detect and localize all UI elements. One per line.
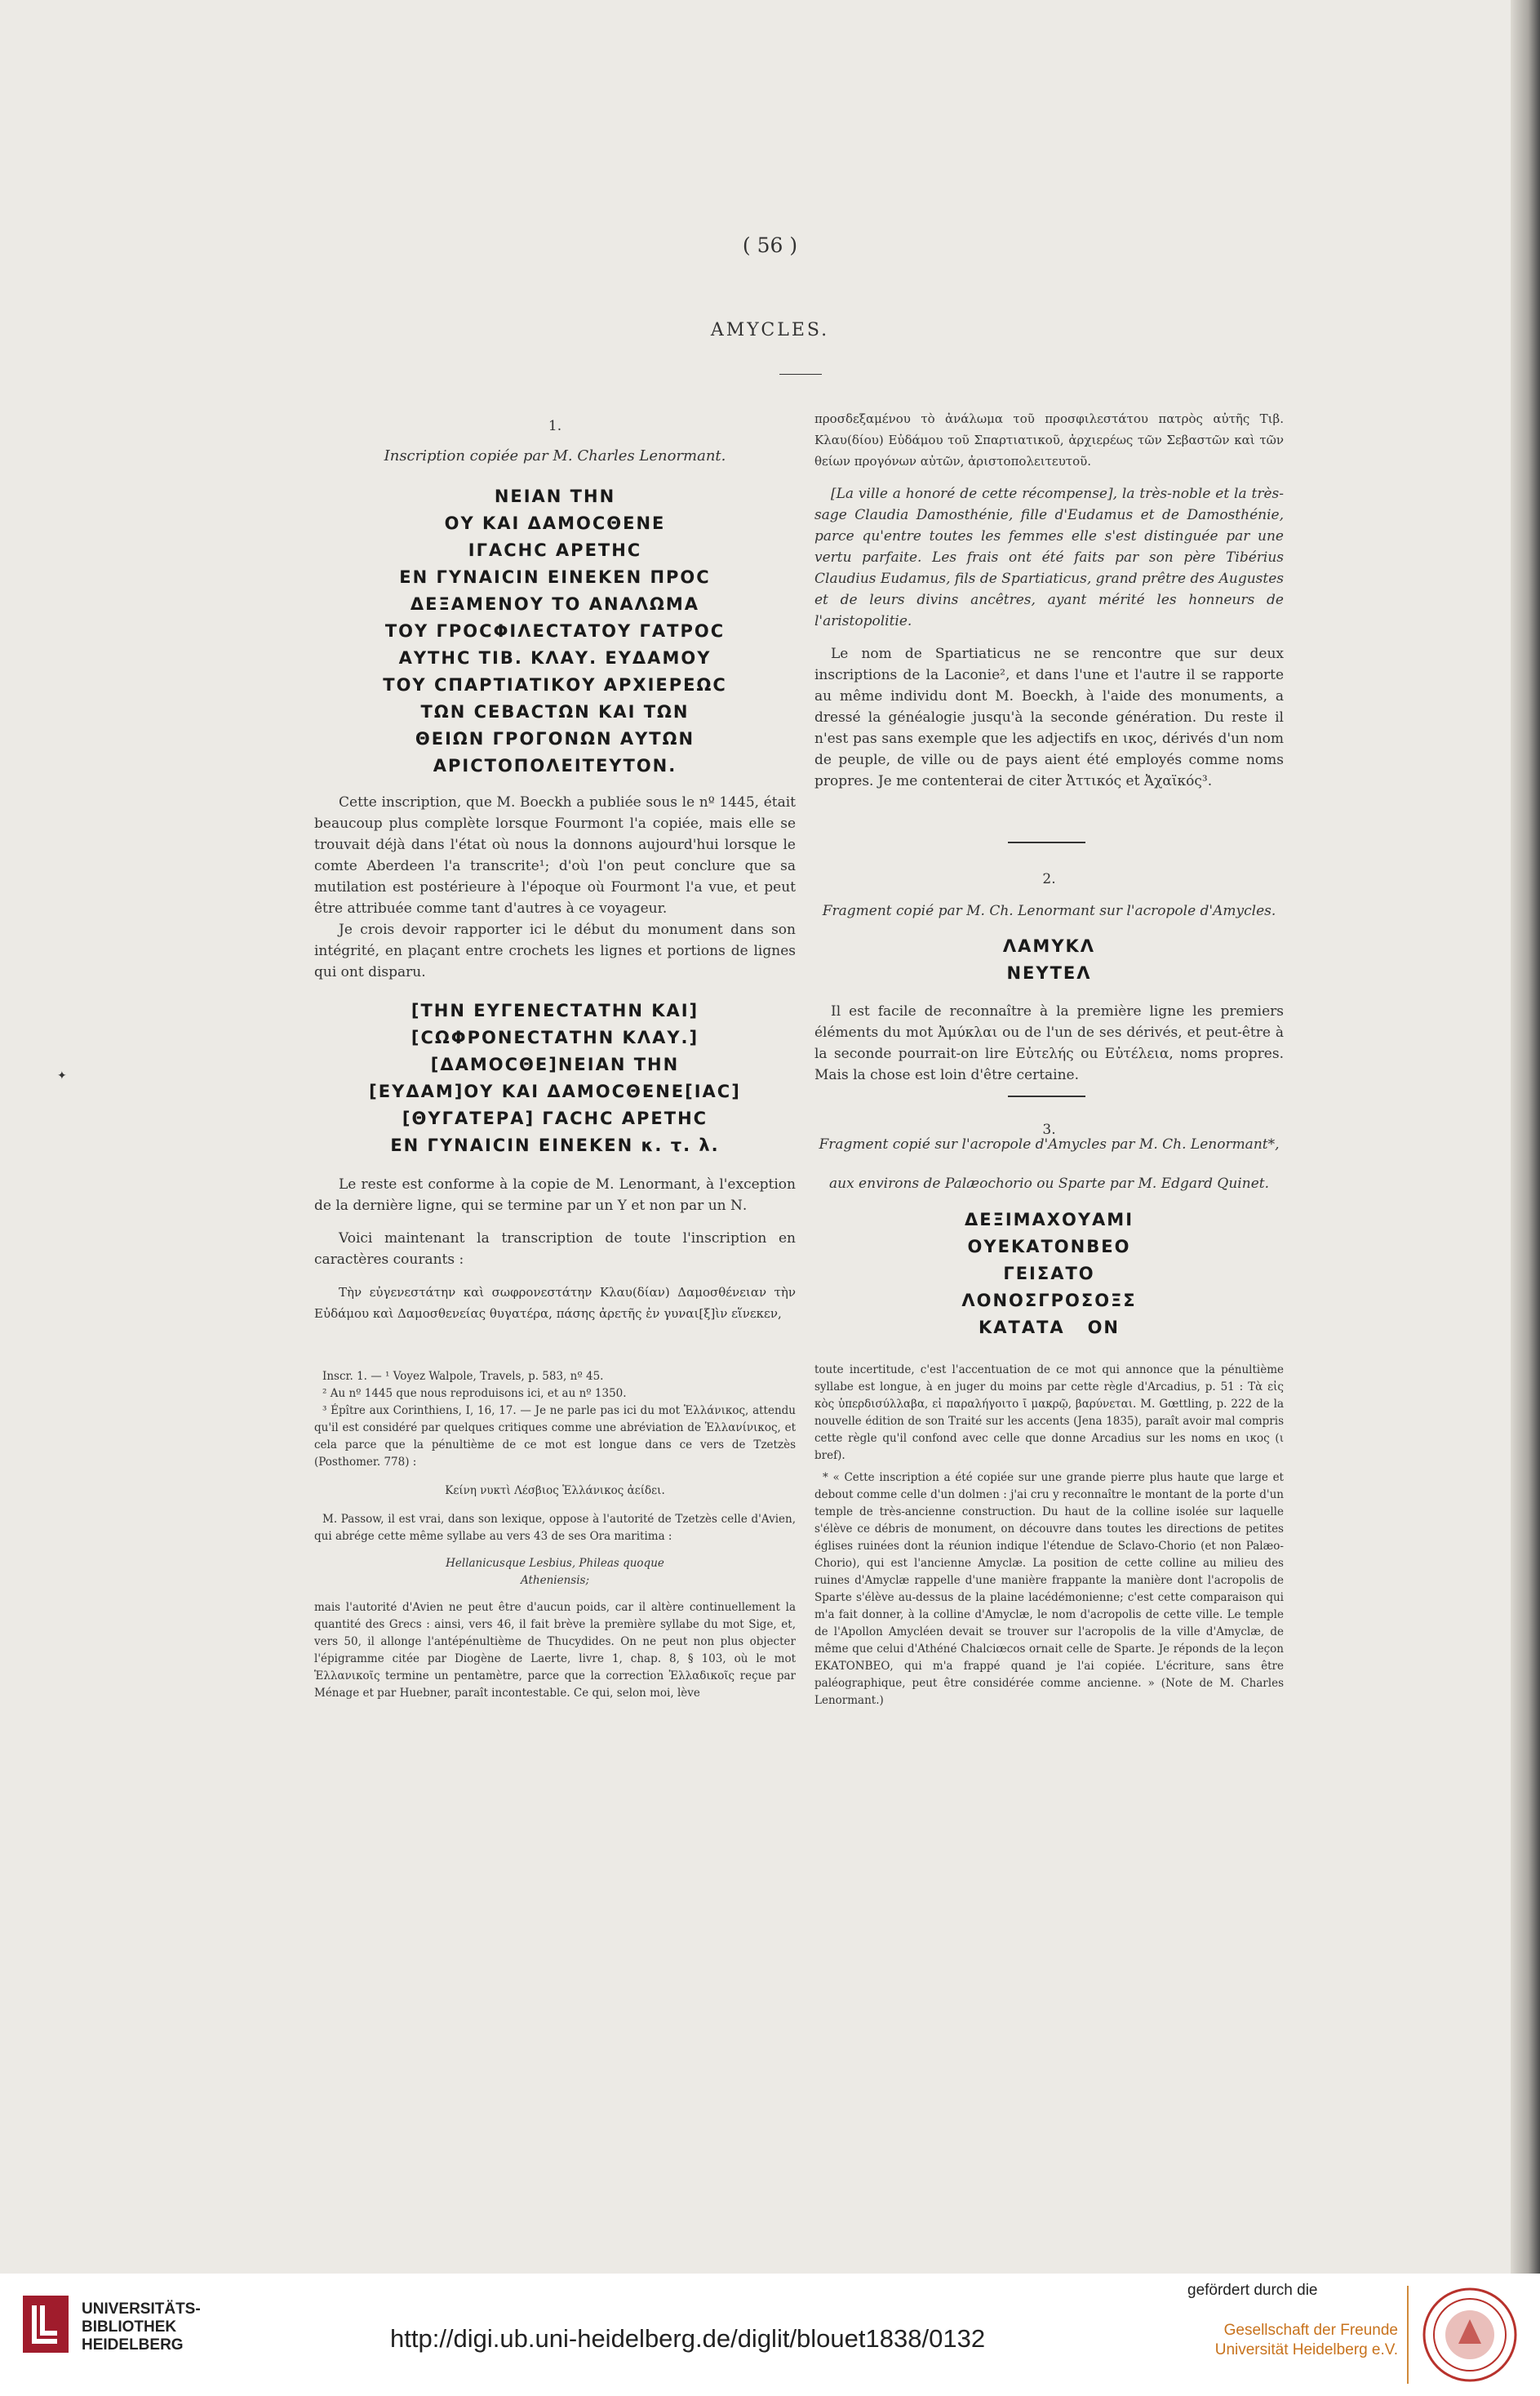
inscription-line: ΑΥΤΗϹ ΤΙΒ. ΚΛΑΥ. ΕΥΔΑΜΟΥ: [398, 648, 712, 668]
funder-line-2: Universität Heidelberg e.V.: [1214, 2341, 1398, 2358]
permalink-url[interactable]: http://digi.ub.uni-heidelberg.de/diglit/blouet1838/0132: [390, 2324, 986, 2353]
funder-line-1: Gesellschaft der Freunde: [1223, 2322, 1398, 2339]
footnote-continuation: toute incertitude, c'est l'accentuation de ce mot qui annonce que la pénultième syllabe est longue, à en juger du moins par cette règle d'Arcadius, p. 51 : Τὰ εἰς κὸς ὑπερδισύλλαβα, εἰ παραλήγοιτο ῑ μακρῷ, βαρύνεται. M. Gœttling, p. 222 de la nouvelle édition de son Traité sur les accents (Jena 1835), paraît avoir mal compris cette règle qu'il confond avec celle que donne Arcadius sur les noms en ικος (ι bref).: [814, 1363, 1284, 1462]
ornament-1: [1008, 842, 1085, 843]
footnote-3: ³ Épître aux Corinthiens, I, 16, 17. — Je ne parle pas ici du mot Ἑλλάνικος, attendu qu'il est considéré par quelques critiques comme une abréviation de Ἑλλανίνικος, et cela parce que la pénultième de ce mot est longue dans ce vers de Tzetzès (Posthomer. 778) :: [314, 1404, 796, 1469]
library-name: [82, 2300, 201, 2354]
restored-line: [ΔΑΜΟϹΘΕ]ΝΕΙΑΝ ΤΗΝ: [430, 1055, 680, 1074]
inscription-line: ΤΟΥ ϹΠΑΡΤΙΑΤΙΚΟΥ ΑΡΧΙΕΡΕΩϹ: [383, 675, 727, 695]
inscription-3: [814, 1207, 1284, 1341]
section-2-number: 2.: [1042, 871, 1056, 887]
french-translation: [La ville a honoré de cette récompense], la très-noble et la très-sage Claudia Damosthénie, fille d'Eudamus et de Damosthénie, parce qu'entre toutes les femmes elle s'est distinguée par une vertu parfaite. Les frais ont été faits par son père Tibérius Claudius Eudamus, fils de Spartiaticus, grand prêtre des Augustes et de leurs divins ancêtres, ayant mérité les honneurs de l'aristopolitie.: [814, 486, 1284, 629]
library-line-3: HEIDELBERG: [82, 2336, 184, 2354]
library-line-1: UNIVERSITÄTS-: [82, 2300, 201, 2318]
greek-continuation: προσδεξαμένου τὸ ἀνάλωμα τοῦ προσφιλεστάτου πατρὸς αὐτῆς Τιβ. Κλαυ(δίου) Εὐδάμου τοῦ Σπαρτιατικοῦ, ἀρχιερέως τῶν Σεβαστῶν καὶ τῶν θείων προγόνων αὐτῶν, ἀριστοπολειτευτοῦ.: [814, 411, 1284, 469]
inscription-1: [314, 483, 796, 780]
footnote-2: ² Au nº 1445 que nous reproduisons ici, et au nº 1350.: [322, 1387, 627, 1400]
restored-line: [ϹΩΦΡΟΝΕϹΤΑΤΗΝ ΚΛΑΥ.]: [411, 1028, 699, 1047]
greek-transcription: Τὴν εὐγενεστάτην καὶ σωφρονεστάτην Κλαυ(δίαν) Δαμοσθένειαν τὴν Εὐδάμου καὶ Δαμοσθενείας θυγατέρα, πάσης ἀρετῆς ἐν γυναι[ξ]ὶν εἵνεκεν,: [314, 1285, 796, 1321]
inscription-line: ΝΕΙΑΝ ΤΗΝ: [494, 487, 616, 506]
paragraph-spartiaticus: Le nom de Spartiaticus ne se rencontre que sur deux inscriptions de la Laconie², et dans l'une et l'autre il se rapporte au même individu dont M. Boeckh, à l'aide des monuments, a dressé la généalogie jusqu'à la seconde génération. Du reste il n'est pas sans exemple que les adjectifs en ικος, dérivés d'un nom de peuple, de ville ou de pays aient été employés comme noms propres. Je me contenterai de citer Ἀττικός et Ἀχαϊκός³.: [814, 646, 1284, 789]
inscription-line: ΕΝ ΓΥΝΑΙϹΙΝ ΕΙΝΕΚΕΝ ΠΡΟϹ: [399, 567, 711, 587]
page-number: ( 56 ): [742, 233, 798, 257]
footnote-1: Inscr. 1. — ¹ Voyez Walpole, Travels, p. 583, nº 45.: [322, 1370, 604, 1383]
inscription-2-line: ΛΑΜΥΚΛ: [1002, 936, 1096, 956]
verse-quote: Κείνη νυκτὶ Λέσβιος Ἑλλάνικος ἀείδει.: [445, 1484, 665, 1497]
inscription-2: [814, 933, 1284, 987]
section-1-subtitle: Inscription copiée par M. Charles Lenormant.: [384, 447, 726, 465]
page-title: AMYCLES.: [710, 320, 830, 340]
funded-by-label: gefördert durch die: [1187, 2282, 1318, 2299]
paragraph-rest: Le reste est conforme à la copie de M. Lenormant, à l'exception de la dernière ligne, qui se termine par un Υ et non par un Ν.: [314, 1176, 796, 1214]
funder-name: [1198, 2321, 1398, 2360]
ornament-2: [1008, 1096, 1085, 1097]
latin-quote-2: Atheniensis;: [520, 1574, 590, 1587]
section-2-subtitle: Fragment copié par M. Ch. Lenormant sur l'acropole d'Amycles.: [822, 903, 1276, 919]
university-seal-icon: [1422, 2287, 1518, 2383]
restored-line: [ΕΥΔΑΜ]ΟΥ ΚΑΙ ΔΑΜΟϹΘΕΝΕ[ΙΑϹ]: [369, 1082, 741, 1101]
footnote-passow: M. Passow, il est vrai, dans son lexique, oppose à l'autorité de Tzetzès celle d'Avien, qui abrége cette même syllabe au vers 43 de ses Ora maritima :: [314, 1513, 796, 1543]
inscription-line: ΑΡΙϹΤΟΠΟΛΕΙΤΕΥΤΟΝ.: [433, 756, 677, 776]
inscription-3-line: ΟΥΕΚΑΤΟΝΒΕΟ: [967, 1237, 1131, 1256]
paragraph-boeckh: Cette inscription, que M. Boeckh a publiée sous le nº 1445, était beaucoup plus complète lorsque Fourmont l'a copiée, mais elle se trouvait déjà dans l'état où nous la donnons aujourd'hui lorsque le comte Aberdeen l'a transcrite¹; d'où l'on peut conclure que sa mutilation est postérieure à l'époque où Fourmont l'a vue, et peut être attribuée comme tant d'autres à ce voyageur.: [314, 794, 796, 917]
inscription-line: ΤΟΥ ΓΡΟϹΦΙΛΕϹΤΑΤΟΥ ΓΑΤΡΟϹ: [384, 621, 726, 641]
title-rule: [779, 374, 822, 375]
paragraph-transcription-intro: Voici maintenant la transcription de toute l'inscription en caractères courants :: [314, 1230, 796, 1268]
restored-line: ΕΝ ΓΥΝΑΙϹΙΝ ΕΙΝΕΚΕΝ κ. τ. λ.: [390, 1136, 720, 1155]
restored-line: [ΘΥΓΑΤΕΡΑ] ΓΑϹΗϹ ΑΡΕΤΗϹ: [402, 1109, 708, 1128]
section-1-number: 1.: [548, 418, 562, 434]
latin-quote-1: Hellanicusque Lesbius, Phileas quoque: [446, 1557, 664, 1570]
library-line-2: BIBLIOTHEK: [82, 2318, 177, 2336]
margin-mark: ✦: [57, 1069, 67, 1082]
inscription-line: ΙΓΑϹΗϹ ΑΡΕΤΗϹ: [468, 540, 642, 560]
inscription-line: ΤΩΝ ϹΕΒΑϹΤΩΝ ΚΑΙ ΤΩΝ: [420, 702, 690, 722]
inscription-3-line: ΚΑΤΑΤΑ ΟΝ: [978, 1318, 1121, 1337]
paragraph-amyklai: Il est facile de reconnaître à la première ligne les premiers éléments du mot Ἀμύκλαι ou de l'un de ses dérivés, et peut-être à la seconde pourrait-on lire Εὐτελής ou Εὐτέλεια, noms propres. Mais la chose est loin d'être certaine.: [814, 1003, 1284, 1083]
inscription-2-line: ΝΕΥΤΕΛ: [1006, 963, 1092, 983]
restored-line: [ΤΗΝ ΕΥΓΕΝΕϹΤΑΤΗΝ ΚΑΙ]: [411, 1001, 699, 1020]
section-3-subtitle-1: Fragment copié sur l'acropole d'Amycles par M. Ch. Lenormant*,: [819, 1136, 1280, 1153]
paragraph-integrity: Je crois devoir rapporter ici le début du monument dans son intégrité, en plaçant entre crochets les lignes et portions de lignes qui ont disparu.: [314, 922, 796, 980]
footnote-star: * « Cette inscription a été copiée sur une grande pierre plus haute que large et debout comme celle d'un dolmen : j'ai cru y reconnaître le montant de la porte d'un temple de très-ancienne construction. Du haut de la colline isolée sur laquelle s'élève ce débris de monument, on découvre dans toutes les directions de petites églises ruinées dont la réunion indique l'étendue de Sclavo-Chorio (et non Palæo-Chorio), qui est l'ancienne Amyclæ. La position de cette colline au milieu des ruines d'Amyclæ rappelle d'une manière frappante la manière dont l'acropolis de Sparte s'élève au-dessus de la plaine lacédémonienne; c'est cette comparaison qui m'a fait donner, à la colline d'Amyclæ, le nom d'acropolis de cette ville. Le temple de l'Apollon Amycléen devait se trouver sur l'acropolis de la ville d'Amyclæ, de même que celui d'Athéné Chalciœcos ornait celle de Sparte. Je réponds de la leçon ΕΚΑΤΟΝΒΕΟ, qui m'a frappé quand je l'ai copiée. L'écriture, sans être paléographique, peut être considérée comme ancienne. » (Note de M. Charles Lenormant.): [814, 1471, 1284, 1707]
restored-inscription: [314, 998, 796, 1159]
footnote-end: mais l'autorité d'Avien ne peut être d'aucun poids, car il altère continuellement la quantité des Grecs : ainsi, vers 46, il fait brève la première syllabe du mot Sige, et, vers 50, il allonge l'antépénultième de Thucydides. On ne peut non plus objecter l'épigramme citée par Diogène de Laerte, livre 1, chap. 8, § 103, où le mot Ἑλλανικοῖς termine un pentamètre, parce que la correction Ἑλλαδικοῖς reçue par Ménage et par Huebner, paraît incontestable. Ce qui, selon moi, lève: [314, 1601, 796, 1700]
section-3-subtitle-2: aux environs de Palæochorio ou Sparte par M. Edgard Quinet.: [828, 1176, 1269, 1192]
section-3-number: 3.: [1042, 1122, 1056, 1138]
inscription-3-line: ΛΟΝΟΣΓΡΟΣΟΞΣ: [961, 1291, 1137, 1310]
page-edge-shadow: [1511, 0, 1540, 2274]
funder-divider: [1407, 2286, 1409, 2384]
library-logo-icon: [23, 2296, 69, 2353]
inscription-line: ΟΥ ΚΑΙ ΔΑΜΟϹΘΕΝΕ: [444, 513, 666, 533]
inscription-line: ΘΕΙΩΝ ΓΡΟΓΟΝΩΝ ΑΥΤΩΝ: [415, 729, 695, 749]
inscription-line: ΔΕΞΑΜΕΝΟΥ ΤΟ ΑΝΑΛΩΜΑ: [410, 594, 700, 614]
inscription-3-line: ΔΕΞΙΜΑΧΟΥΑΜΙ: [964, 1210, 1134, 1229]
inscription-3-line: ΓΕΙΣΑΤΟ: [1003, 1264, 1095, 1283]
